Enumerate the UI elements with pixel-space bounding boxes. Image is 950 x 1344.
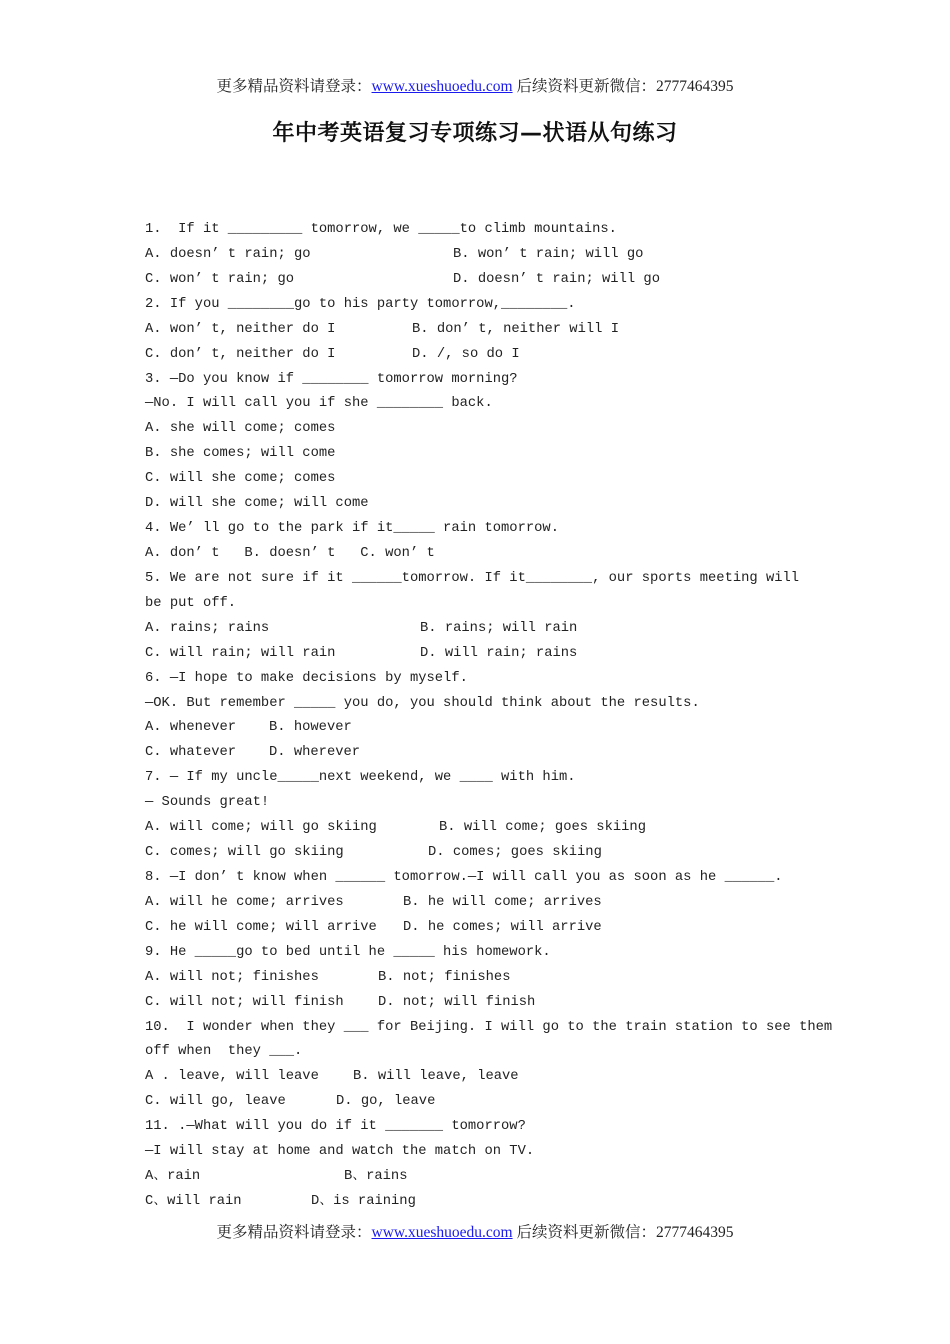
text-line (145, 368, 807, 393)
text-line (145, 1040, 807, 1065)
option-right: B. will come; goes skiing (439, 820, 646, 836)
footer-prefix: 更多精品资料请登录： (216, 1224, 372, 1241)
option-right: D、is raining (311, 1193, 416, 1209)
line-text: A. won’ t, neither do I (145, 321, 336, 337)
text-line (145, 592, 807, 617)
option-right: D. doesn’ t rain; will go (453, 271, 660, 287)
option-right: B. will leave, leave (353, 1069, 519, 1085)
line-text: C. will she come; comes (145, 471, 336, 487)
text-line (145, 417, 807, 442)
line-text: C. will not; will finish (145, 994, 344, 1010)
line-text: 9. He _____go to bed until he _____ his homework. (145, 944, 551, 960)
text-line (145, 218, 807, 243)
option-right: D. wherever (269, 745, 361, 761)
text-line (145, 1165, 807, 1190)
text-line (145, 268, 807, 293)
line-text: C. comes; will go skiing (145, 845, 344, 861)
line-text: A. will not; finishes (145, 969, 319, 985)
option-right: D. he comes; will arrive (403, 919, 602, 935)
text-line (145, 343, 807, 368)
footer-suffix: 后续资料更新微信：2777464395 (512, 1224, 734, 1241)
text-line (145, 1190, 807, 1215)
line-text: 10. I wonder when they ___ for Beijing. I will go to the train station to see them (145, 1019, 833, 1035)
line-text: C、will rain (145, 1193, 242, 1209)
line-text: 5. We are not sure if it ______tomorrow. If it________, our sports meeting will (145, 570, 800, 586)
line-text: A. will come; will go skiing (145, 820, 377, 836)
text-line (145, 1090, 807, 1115)
text-line (145, 642, 807, 667)
line-text: C. will rain; will rain (145, 645, 336, 661)
line-text: A . leave, will leave (145, 1069, 319, 1085)
line-text: 4. We’ ll go to the park if it_____ rain tomorrow. (145, 521, 559, 537)
line-text: 6. —I hope to make decisions by myself. (145, 670, 468, 686)
option-right: B. he will come; arrives (403, 894, 602, 910)
text-line (145, 318, 807, 343)
line-text: 11. .—What will you do if it _______ tomorrow? (145, 1119, 526, 1135)
line-text: 1. If it _________ tomorrow, we _____to climb mountains. (145, 222, 617, 237)
text-line (145, 841, 807, 866)
line-text: C. he will come; will arrive (145, 919, 377, 935)
text-line (145, 941, 807, 966)
text-line (145, 866, 807, 891)
page-header (0, 74, 950, 96)
text-line (145, 1065, 807, 1090)
line-text: A. don’ t B. doesn’ t C. won’ t (145, 545, 435, 561)
text-line (145, 692, 807, 717)
text-line (145, 1140, 807, 1165)
line-text: B. she comes; will come (145, 446, 336, 462)
text-line (145, 617, 807, 642)
option-right: B、rains (344, 1169, 408, 1185)
line-text: D. will she come; will come (145, 496, 369, 512)
text-line (145, 243, 807, 268)
line-text: A. whenever (145, 720, 237, 736)
text-line (145, 1016, 833, 1041)
text-line (145, 1115, 807, 1140)
text-line (145, 392, 807, 417)
line-text: 3. —Do you know if ________ tomorrow morning? (145, 371, 518, 387)
line-text: —I will stay at home and watch the match on TV. (145, 1144, 535, 1160)
text-line (145, 991, 807, 1016)
option-right: D. /, so do I (412, 346, 520, 362)
option-right: B. won’ t rain; will go (453, 246, 644, 262)
line-text: C. won’ t rain; go (145, 271, 295, 287)
text-line (145, 667, 807, 692)
text-line (145, 916, 807, 941)
option-right: B. don’ t, neither will I (412, 321, 619, 337)
line-text: A. rains; rains (145, 620, 270, 636)
line-text: —OK. But remember _____ you do, you should think about the results. (145, 695, 700, 711)
line-text: off when they ___. (145, 1044, 303, 1060)
line-text: A、rain (145, 1169, 201, 1185)
header-prefix: 更多精品资料请登录： (216, 78, 372, 95)
text-line (145, 766, 807, 791)
text-line (145, 467, 807, 492)
option-right: B. not; finishes (378, 969, 511, 985)
text-line (145, 293, 807, 318)
line-text: 2. If you ________go to his party tomorrow,________. (145, 296, 576, 312)
text-line (145, 442, 807, 467)
header-link[interactable]: www.xueshuoedu.com (371, 78, 513, 95)
text-line (145, 891, 807, 916)
text-line (145, 716, 807, 741)
option-right: D. will rain; rains (420, 645, 578, 661)
page-footer (0, 1220, 950, 1242)
exercise-body (145, 218, 833, 1215)
text-line (145, 542, 807, 567)
header-suffix: 后续资料更新微信：2777464395 (512, 78, 734, 95)
text-line (145, 966, 807, 991)
text-line (145, 567, 807, 592)
line-text: C. whatever (145, 745, 237, 761)
line-text: C. will go, leave (145, 1094, 286, 1110)
page-title: 年中考英语复习专项练习—状语从句练习 (272, 121, 678, 146)
line-text: 8. —I don’ t know when ______ tomorrow.—I will call you as soon as he ______. (145, 869, 783, 885)
option-right: D. go, leave (336, 1094, 436, 1110)
option-right: D. not; will finish (378, 994, 536, 1010)
footer-link[interactable]: www.xueshuoedu.com (371, 1224, 513, 1241)
option-right: D. comes; goes skiing (428, 845, 602, 861)
line-text: C. don’ t, neither do I (145, 346, 336, 362)
text-line (145, 816, 807, 841)
text-line (145, 492, 807, 517)
option-right: B. rains; will rain (420, 620, 578, 636)
text-line (145, 791, 807, 816)
line-text: —No. I will call you if she ________ back. (145, 396, 493, 412)
line-text: A. she will come; comes (145, 421, 336, 437)
text-line (145, 517, 807, 542)
line-text: A. will he come; arrives (145, 894, 344, 910)
line-text: — Sounds great! (145, 795, 270, 811)
text-line (145, 741, 807, 766)
line-text: A. doesn’ t rain; go (145, 246, 311, 262)
line-text: be put off. (145, 595, 237, 611)
line-text: 7. — If my uncle_____next weekend, we ____ with him. (145, 770, 576, 786)
option-right: B. however (269, 720, 352, 736)
